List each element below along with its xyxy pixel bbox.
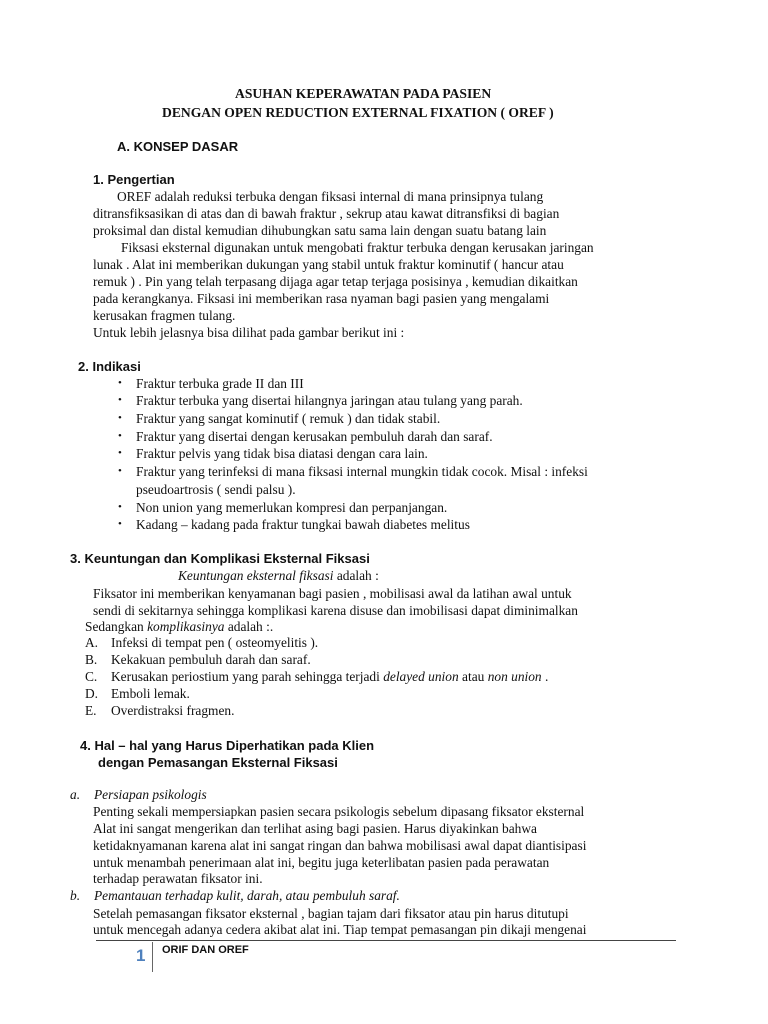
list-item: Overdistraksi fragmen. bbox=[111, 703, 235, 718]
paragraph-line: Alat ini sangat mengerikan dan terlihat asing bagi pasien. Harus diyakinkan bahwa bbox=[93, 821, 537, 836]
list-letter: A. bbox=[85, 635, 99, 650]
list-item: Kekakuan pembuluh darah dan saraf. bbox=[111, 652, 311, 667]
list-item: Emboli lemak. bbox=[111, 686, 190, 701]
komplikasi-intro bbox=[85, 618, 273, 635]
delayed-union-italic: delayed union bbox=[383, 669, 459, 684]
footer-label: ORIF DAN OREF bbox=[162, 944, 249, 956]
paragraph-line: untuk mencegah adanya cedera akibat alat ini. Tiap tempat pemasangan pin dikaji mengenai bbox=[93, 922, 587, 937]
period-text: . bbox=[541, 669, 549, 684]
bullet-item-continuation: pseudoartrosis ( sendi palsu ). bbox=[136, 482, 296, 497]
heading-keuntungan-komplikasi: 3. Keuntungan dan Komplikasi Eksternal Fiksasi bbox=[70, 551, 370, 566]
list-letter: D. bbox=[85, 686, 99, 701]
paragraph-line: kerusakan fragmen tulang. bbox=[93, 308, 236, 323]
bullet-icon: • bbox=[118, 430, 122, 442]
bullet-item: Kadang – kadang pada fraktur tungkai bawah diabetes melitus bbox=[136, 517, 470, 532]
paragraph-line: pada kerangkanya. Fiksasi ini memberikan rasa nyaman bagi pasien yang mengalami bbox=[93, 291, 550, 306]
list-item: Infeksi di tempat pen ( osteomyelitis ). bbox=[111, 635, 319, 650]
list-letter: B. bbox=[85, 652, 98, 667]
keuntungan-intro bbox=[178, 567, 379, 584]
section-heading-a: A. KONSEP DASAR bbox=[117, 139, 239, 154]
bullet-item: Fraktur yang sangat kominutif ( remuk ) dan tidak stabil. bbox=[136, 411, 441, 426]
bullet-icon: • bbox=[118, 377, 122, 389]
bullet-icon: • bbox=[118, 465, 122, 477]
paragraph-line: ketidaknyamanan karena alat ini sangat ringan dan bahwa mobilisasi awal dapat diantisipasi bbox=[93, 838, 587, 853]
paragraph-line: ditransfiksasikan di atas dan di bawah fraktur , sekrup atau kawat ditransfiksi di bagian bbox=[93, 206, 560, 221]
footer-divider bbox=[96, 940, 676, 941]
heading-pengertian: 1. Pengertian bbox=[93, 172, 175, 187]
bullet-item: Fraktur terbuka grade II dan III bbox=[136, 376, 304, 391]
list-letter: C. bbox=[85, 669, 98, 684]
bullet-item: Fraktur pelvis yang tidak bisa diatasi dengan cara lain. bbox=[136, 446, 428, 461]
sub-a-letter: a. bbox=[70, 787, 81, 802]
paragraph-line: Setelah pemasangan fiksator eksternal , bagian tajam dari fiksator atau pin harus ditutupi bbox=[93, 906, 569, 921]
list-item-text: Kerusakan periostium yang parah sehingga terjadi bbox=[111, 669, 384, 684]
bullet-icon: • bbox=[118, 501, 122, 513]
footer-separator bbox=[152, 942, 153, 972]
bullet-item: Fraktur terbuka yang disertai hilangnya jaringan atau tulang yang parah. bbox=[136, 393, 523, 408]
heading-hal-hal: 4. Hal – hal yang Harus Diperhatikan pada Klien bbox=[80, 738, 375, 753]
paragraph-line: OREF adalah reduksi terbuka dengan fiksasi internal di mana prinsipnya tulang bbox=[117, 189, 544, 204]
paragraph-line: terhadap perawatan fiksator ini. bbox=[93, 871, 263, 886]
keuntungan-rest: adalah : bbox=[333, 568, 379, 583]
paragraph-line: remuk ) . Pin yang telah terpasang dijaga agar tetap terjaga posisinya , kemudian dikaitkan bbox=[93, 274, 578, 289]
sedangkan-text: Sedangkan bbox=[85, 619, 148, 634]
bullet-icon: • bbox=[118, 518, 122, 530]
bullet-item: Fraktur yang terinfeksi di mana fiksasi internal mungkin tidak cocok. Misal : infeksi bbox=[136, 464, 588, 479]
bullet-icon: • bbox=[118, 447, 122, 459]
document-title-line-1: ASUHAN KEPERAWATAN PADA PASIEN bbox=[235, 86, 492, 101]
non-union-italic: non union bbox=[487, 669, 542, 684]
paragraph-line: Untuk lebih jelasnya bisa dilihat pada gambar berikut ini : bbox=[93, 325, 405, 340]
sub-b-letter: b. bbox=[70, 888, 81, 903]
paragraph-line: proksimal dan distal kemudian dihubungkan satu sama lain dengan suatu batang lain bbox=[93, 223, 547, 238]
keuntungan-italic: Keuntungan eksternal fiksasi bbox=[178, 568, 334, 583]
list-item bbox=[111, 668, 548, 685]
paragraph-line: Fiksator ini memberikan kenyamanan bagi pasien , mobilisasi awal da latihan awal untuk bbox=[93, 586, 572, 601]
document-title-line-2: DENGAN OPEN REDUCTION EXTERNAL FIXATION ( OREF ) bbox=[162, 105, 554, 120]
paragraph-line: untuk menambah penerimaan alat ini, begitu juga keterlibatan pasien pada perawatan bbox=[93, 855, 550, 870]
paragraph-line: Penting sekali mempersiapkan pasien secara psikologis sebelum dipasang fiksator eksternal bbox=[93, 804, 585, 819]
komplikasi-rest: adalah :. bbox=[224, 619, 274, 634]
sub-b-title: Pemantauan terhadap kulit, darah, atau pembuluh saraf. bbox=[94, 888, 400, 903]
paragraph-line: sendi di sekitarnya sehingga komplikasi karena disuse dan imobilisasi dapat diminimalkan bbox=[93, 603, 578, 618]
heading-indikasi: 2. Indikasi bbox=[78, 359, 141, 374]
heading-hal-hal-line-2: dengan Pemasangan Eksternal Fiksasi bbox=[98, 755, 338, 770]
bullet-item: Fraktur yang disertai dengan kerusakan pembuluh darah dan saraf. bbox=[136, 429, 493, 444]
paragraph-line: Fiksasi eksternal digunakan untuk mengobati fraktur terbuka dengan kerusakan jaringan bbox=[121, 240, 594, 255]
sub-a-title: Persiapan psikologis bbox=[94, 787, 207, 802]
paragraph-line: lunak . Alat ini memberikan dukungan yang stabil untuk fraktur kominutif ( hancur atau bbox=[93, 257, 564, 272]
atau-text: atau bbox=[458, 669, 488, 684]
bullet-icon: • bbox=[118, 412, 122, 424]
bullet-item: Non union yang memerlukan kompresi dan perpanjangan. bbox=[136, 500, 448, 515]
bullet-icon: • bbox=[118, 394, 122, 406]
komplikasi-italic: komplikasinya bbox=[147, 619, 225, 634]
list-letter: E. bbox=[85, 703, 97, 718]
page-number: 1 bbox=[136, 946, 146, 965]
